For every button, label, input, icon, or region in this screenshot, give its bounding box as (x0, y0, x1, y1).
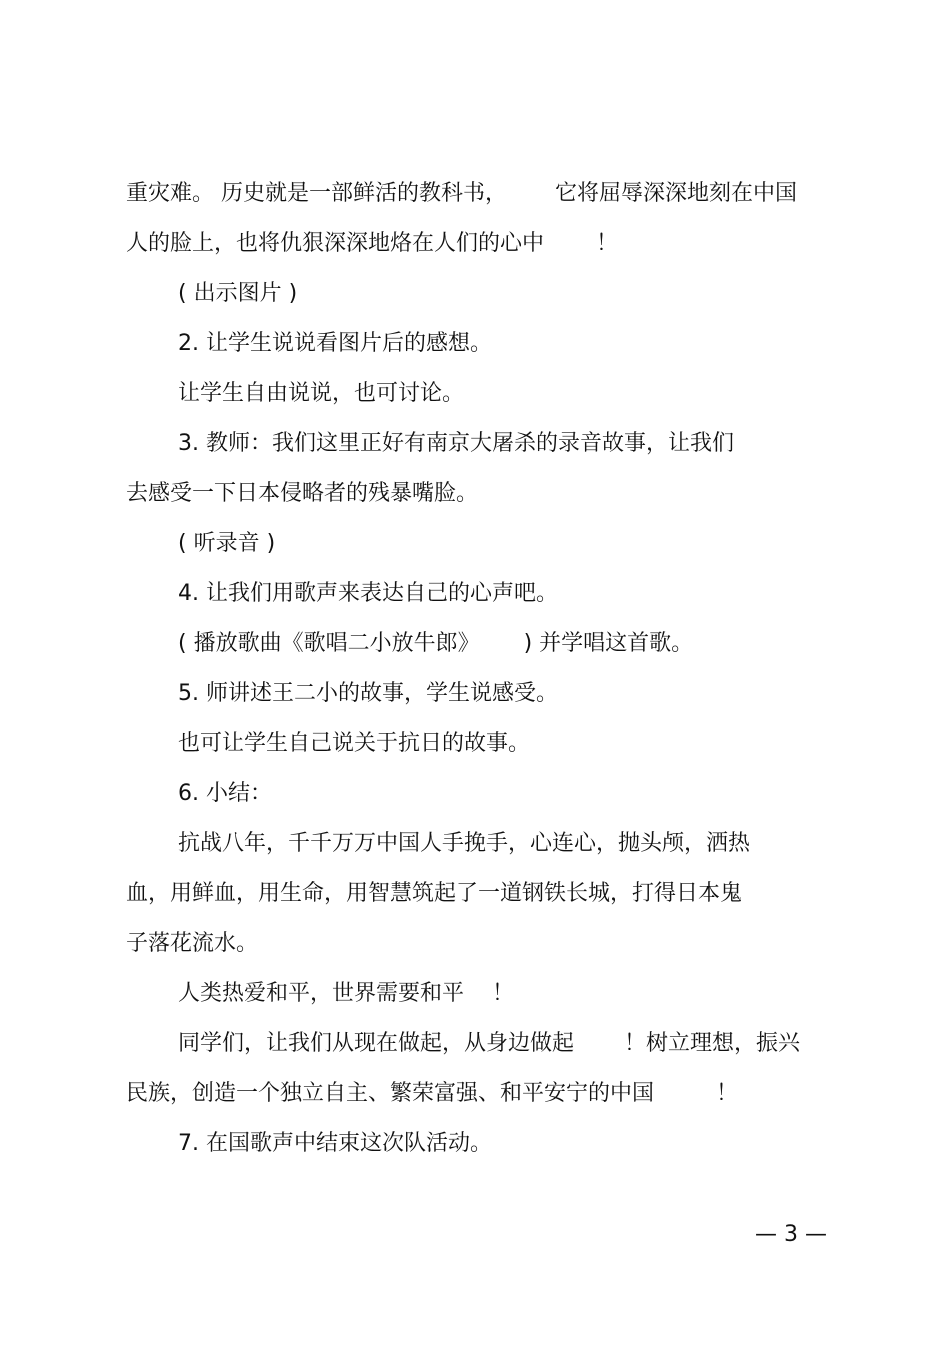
text-segment: ！ (716, 1081, 739, 1106)
list-item: 3. 教师：我们这里正好有南京大屠杀的录音故事，让我们 (178, 431, 734, 456)
list-item: 4. 让我们用歌声来表达自己的心声吧。 (178, 581, 558, 606)
list-item: 2. 让学生说说看图片后的感想。 (178, 331, 492, 356)
text-segment: 同学们，让我们从现在做起，从身边做起 (178, 1031, 575, 1056)
paragraph-line (178, 1031, 800, 1057)
list-item: 6. 小结： (178, 781, 272, 806)
text-segment: ！ (596, 231, 619, 256)
text-segment: 重灾难。 历史就是一部鲜活的教科书， (126, 181, 507, 206)
paragraph-line: ( 出示图片 ) (178, 281, 298, 306)
page-number: — 3 — (755, 1222, 827, 1247)
list-item: 5. 师讲述王二小的故事，学生说感受。 (178, 681, 558, 706)
text-segment: 人的脸上，也将仇狠深深地烙在人们的心中 (126, 231, 545, 256)
paragraph-line (178, 981, 514, 1007)
paragraph-line: 子落花流水。 (126, 931, 259, 956)
paragraph-line (126, 231, 618, 257)
text-segment: ) 并学唱这首歌。 (523, 631, 694, 656)
paragraph-line: 血，用鲜血，用生命，用智慧筑起了一道钢铁长城，打得日本鬼 (126, 881, 743, 906)
paragraph-line: ( 听录音 ) (178, 531, 276, 556)
text-segment: ( 播放歌曲《歌唱二小放牛郎》 (178, 631, 480, 656)
paragraph-line (126, 1081, 738, 1107)
paragraph-line: 抗战八年，千千万万中国人手挽手，心连心，抛头颅，洒热 (178, 831, 751, 856)
paragraph-line (178, 631, 693, 657)
paragraph-line: 让学生自由说说，也可讨论。 (178, 381, 465, 406)
text-segment: 人类热爱和平，世界需要和平 (178, 981, 465, 1006)
paragraph-line (126, 181, 797, 207)
text-segment: 它将屈辱深深地刻在中国 (555, 181, 798, 206)
paragraph-line: 也可让学生自己说关于抗日的故事。 (178, 731, 531, 756)
list-item: 7. 在国歌声中结束这次队活动。 (178, 1131, 492, 1156)
text-segment: ！ (492, 981, 515, 1006)
text-segment: 民族，创造一个独立自主、繁荣富强、和平安宁的中国 (126, 1081, 655, 1106)
paragraph-line: 去感受一下日本侵略者的残暴嘴脸。 (126, 481, 479, 506)
text-segment: ！树立理想，振兴 (624, 1031, 801, 1056)
